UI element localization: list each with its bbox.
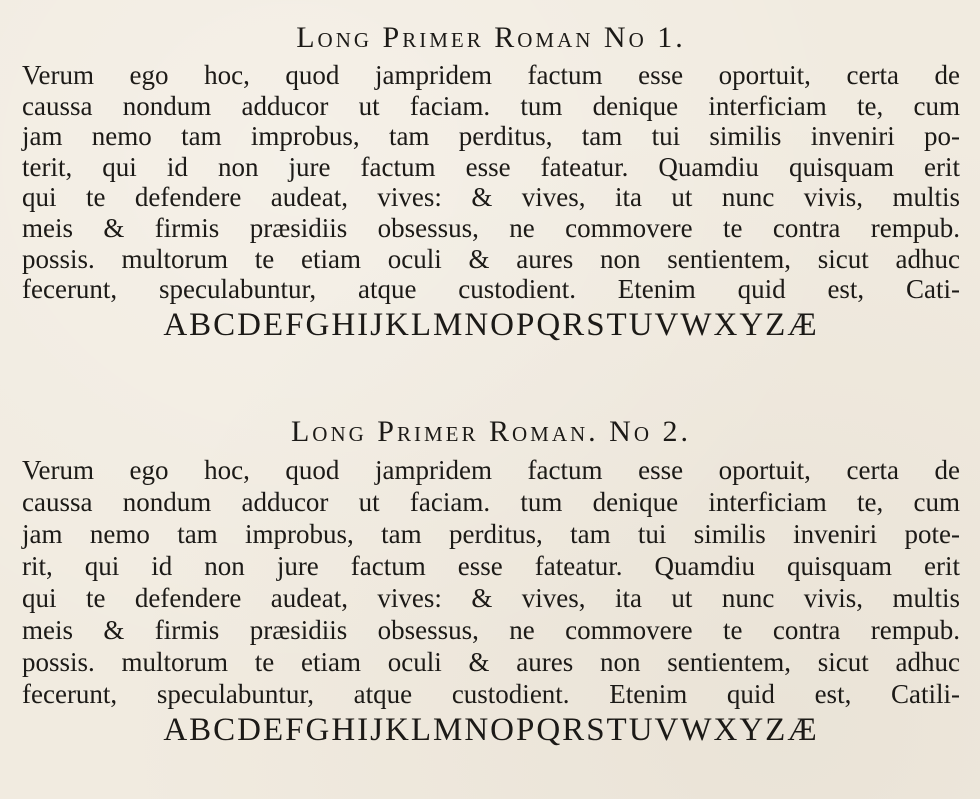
text-line: caussa nondum adducor ut faciam. tum denique interficiam te, cum <box>22 90 960 121</box>
text-line: possis. multorum te etiam oculi & aures non sentientem, sicut adhuc <box>22 647 960 677</box>
specimen-body-text <box>22 60 960 305</box>
specimen-block-2 <box>22 412 960 748</box>
text-line: rit, qui id non jure factum esse fateatur. Quamdiu quisquam erit <box>22 551 960 581</box>
text-line: jam nemo tam improbus, tam perditus, tam tui similis inveniri pote- <box>22 519 960 549</box>
text-line: jam nemo tam improbus, tam perditus, tam tui similis inveniri po- <box>22 121 960 152</box>
text-line: Verum ego hoc, quod jampridem factum esse oportuit, certa de <box>22 60 960 90</box>
capital-alphabet: ABCDEFGHIJKLMNOPQRSTUVWXYZÆ <box>163 712 819 748</box>
text-line: qui te defendere audeat, vives: & vives, ita ut nunc vivis, multis <box>22 583 960 613</box>
text-line: caussa nondum adducor ut faciam. tum denique interficiam te, cum <box>22 487 960 517</box>
text-line: fecerunt, speculabuntur, atque custodient. Etenim quid est, Cati- <box>22 274 960 305</box>
text-line: meis & firmis præsidiis obsessus, ne commovere te contra rempub. <box>22 212 960 243</box>
specimen-body-text <box>22 454 960 710</box>
specimen-title: Long Primer Roman No 1. <box>296 21 686 54</box>
text-line: possis. multorum te etiam oculi & aures non sentientem, sicut adhuc <box>22 243 960 274</box>
specimen-title: Long Primer Roman. No 2. <box>290 415 692 448</box>
text-line: terit, qui id non jure factum esse fateatur. Quamdiu quisquam erit <box>22 151 960 182</box>
text-line: meis & firmis præsidiis obsessus, ne commovere te contra rempub. <box>22 615 960 645</box>
capital-alphabet: ABCDEFGHIJKLMNOPQRSTUVWXYZÆ <box>163 306 819 343</box>
text-line: qui te defendere audeat, vives: & vives, ita ut nunc vivis, multis <box>22 182 960 213</box>
text-line: Verum ego hoc, quod jampridem factum esse oportuit, certa de <box>22 455 960 485</box>
specimen-block-1 <box>22 18 960 343</box>
text-line: fecerunt, speculabuntur, atque custodient. Etenim quid est, Catili- <box>22 679 960 709</box>
